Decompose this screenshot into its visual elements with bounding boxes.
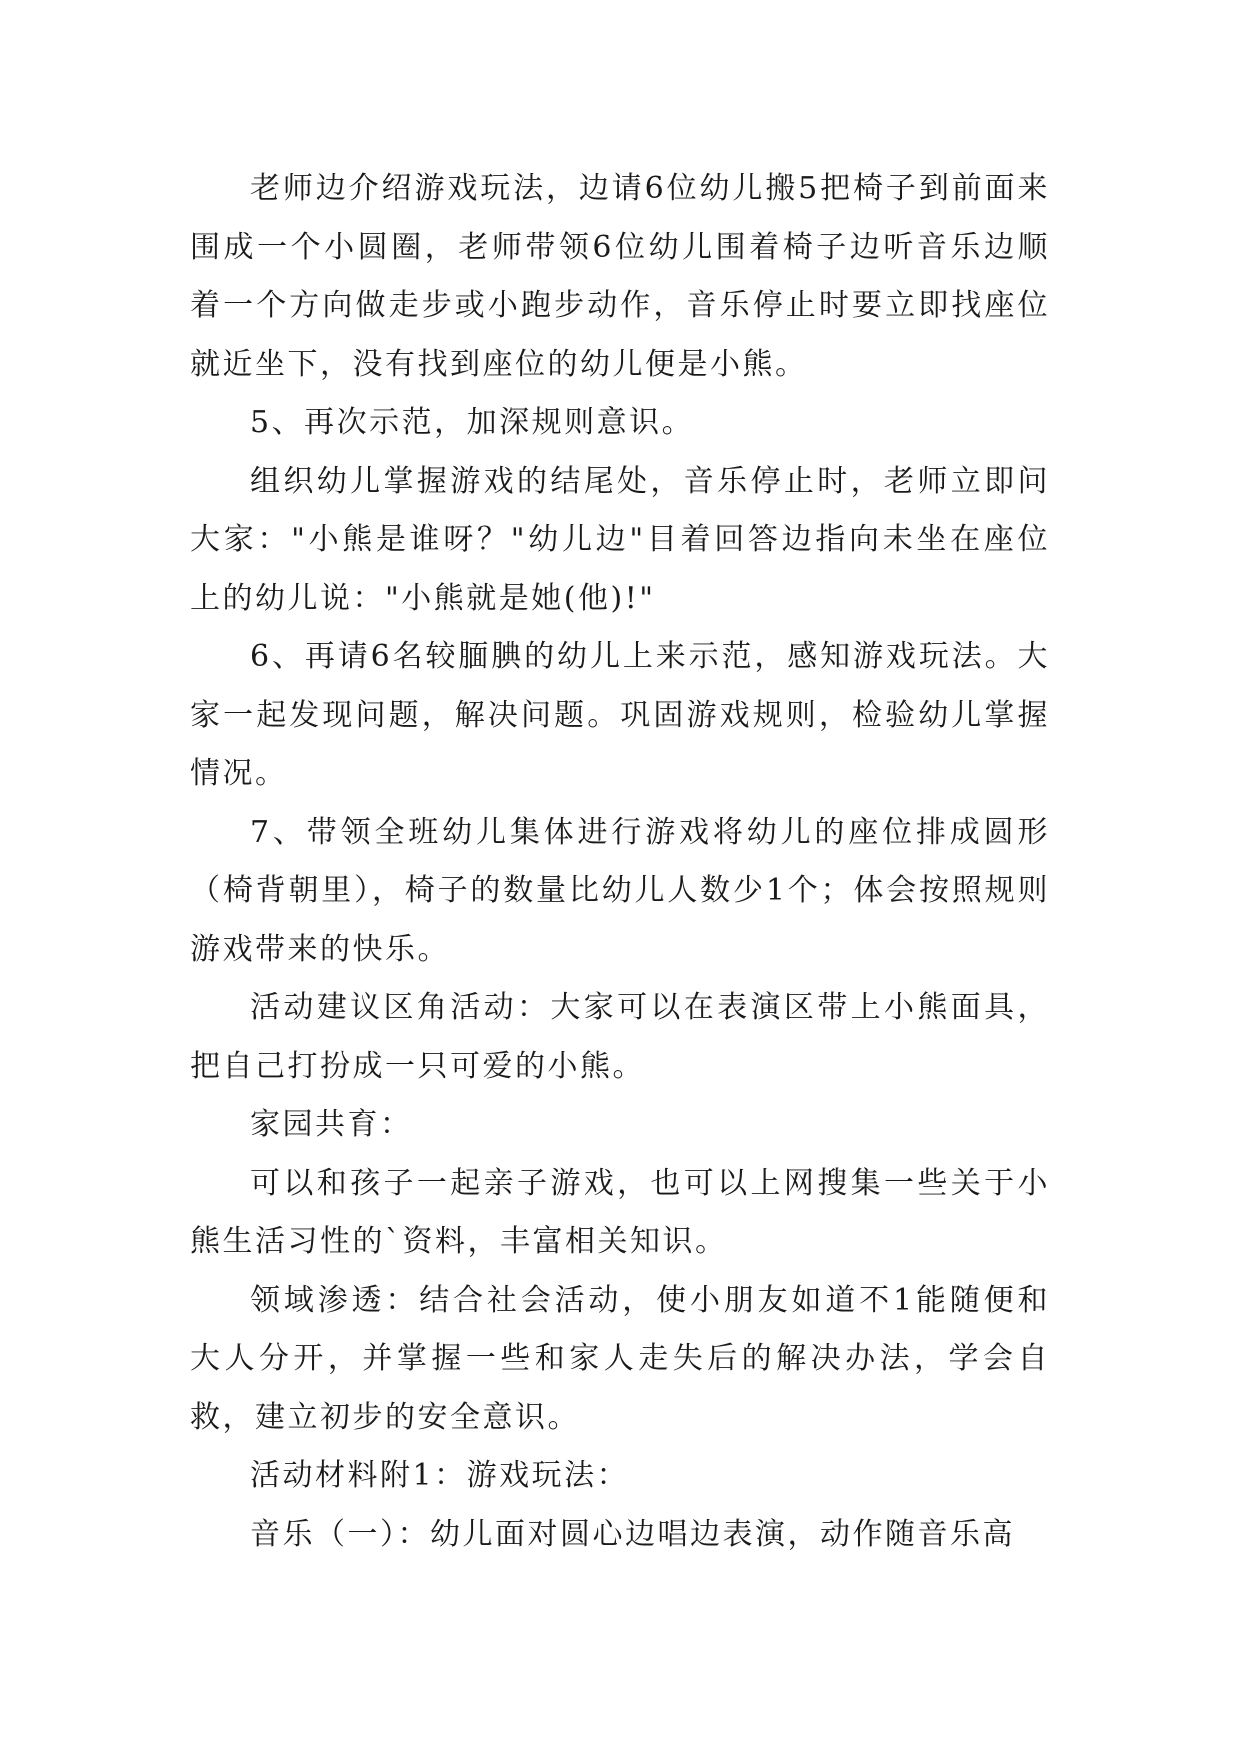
paragraph-game-intro: 老师边介绍游戏玩法，边请6位幼儿搬5把椅子到前面来围成一个小圆圈，老师带领6位幼儿围着椅子边听音乐边顺着一个方向做走步或小跑步动作，音乐停止时要立即找座位就近坐下，没有找到座位的幼儿便是小熊。 xyxy=(190,171,1050,382)
paragraph-step-6: 6、再请6名较腼腆的幼儿上来示范，感知游戏玩法。大家一起发现问题，解决问题。巩固游戏规则，检验幼儿掌握情况。 xyxy=(190,639,1050,791)
paragraph-step-7: 7、带领全班幼儿集体进行游戏将幼儿的座位排成圆形（椅背朝里），椅子的数量比幼儿人数少1个；体会按照规则游戏带来的快乐。 xyxy=(190,814,1050,967)
paragraph-game-ending: 组织幼儿掌握游戏的结尾处，音乐停止时，老师立即问大家："小熊是谁呀？"幼儿边"目着回答边指向未坐在座位上的幼儿说："小熊就是她(他)!" xyxy=(190,463,1050,616)
document-body xyxy=(190,160,1050,1564)
paragraph-activity-suggestion: 活动建议区角活动：大家可以在表演区带上小熊面具，把自己打扮成一只可爱的小熊。 xyxy=(190,990,1050,1084)
paragraph-home-school-heading: 家园共育： xyxy=(250,1107,413,1142)
paragraph-materials-heading: 活动材料附1：游戏玩法： xyxy=(250,1458,630,1493)
paragraph-domain-integration: 领域渗透：结合社会活动，使小朋友如道不1能随便和大人分开，并掌握一些和家人走失后的解决办法，学会自救，建立初步的安全意识。 xyxy=(190,1282,1050,1435)
paragraph-home-school: 可以和孩子一起亲子游戏，也可以上网搜集一些关于小熊生活习性的`资料，丰富相关知识。 xyxy=(190,1165,1050,1259)
paragraph-step-5: 5、再次示范，加深规则意识。 xyxy=(250,405,695,440)
paragraph-music-one: 音乐（一）：幼儿面对圆心边唱边表演，动作随音乐高 xyxy=(250,1516,1015,1552)
